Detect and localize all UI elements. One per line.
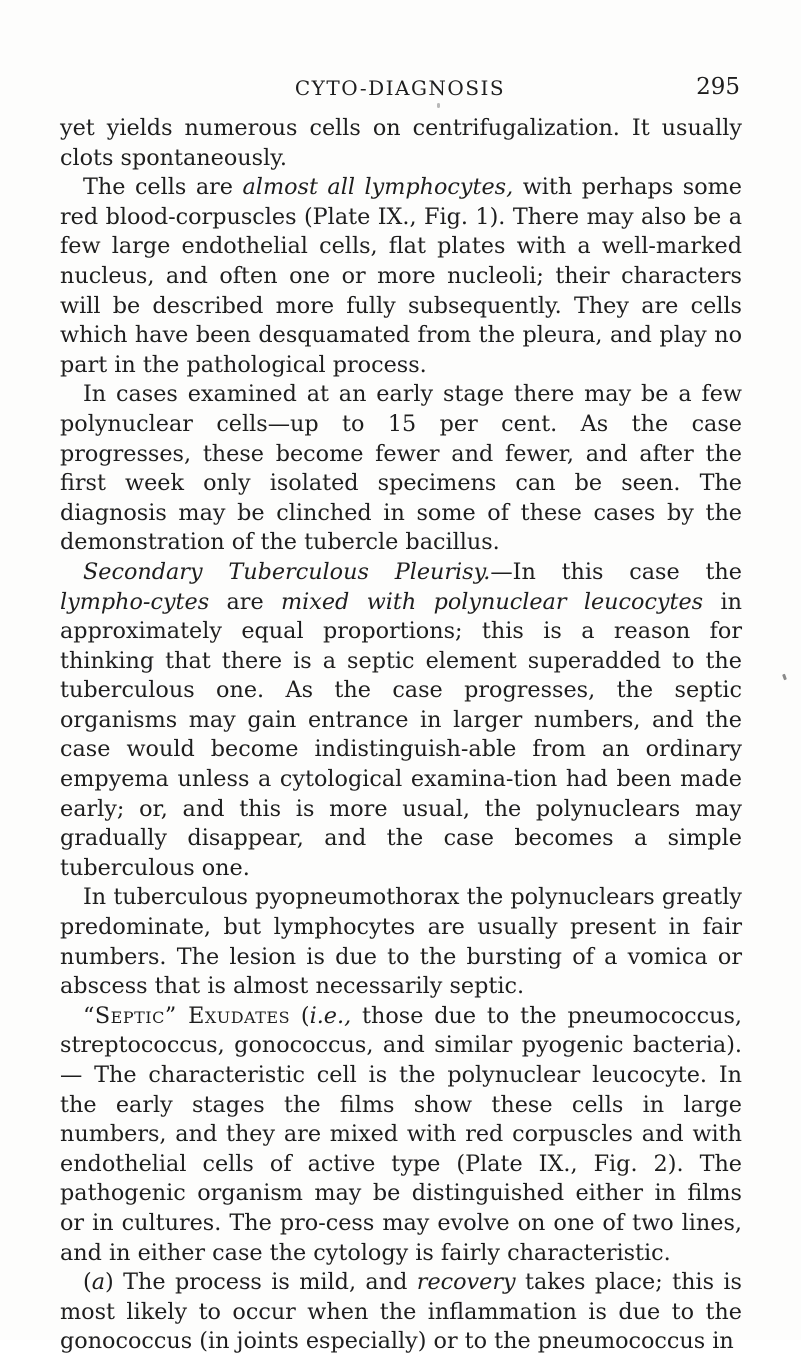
text-run: —In this case the <box>490 558 742 585</box>
running-header <box>60 72 740 108</box>
text-run: yet yields numerous cells on centrifugalization. It usually clots spontaneously. <box>60 115 742 171</box>
text-run: ( <box>83 1269 92 1296</box>
italic-text: i.e., <box>309 1002 352 1029</box>
margin-mark <box>782 674 787 681</box>
text-run: In cases examined at an early stage there may be a few polynuclear cells—up to 15 per cent. As the case progresses, these become fewer and fewer, and after the first week only isolated specimens can be seen. The diagnosis may be clinched in some of these cases by the demonstration of the tubercle bacillus. <box>60 381 742 556</box>
paragraph <box>60 883 742 1001</box>
text-run: The cells are <box>83 174 243 201</box>
text-run: takes place; this is most likely to occur when the inflammation is due to the gonococcus (in joints especially) or to the pneumococcus in <box>60 1269 742 1355</box>
text-run: ) The process is mild, and <box>105 1269 417 1296</box>
italic-text: lympho-cytes <box>60 588 210 615</box>
paragraph <box>60 1268 742 1357</box>
paragraph <box>60 1002 742 1268</box>
section-heading: “Septic” Exudates <box>83 1002 291 1029</box>
text-run: those due to the pneumococcus, streptococcus, gonococcus, and similar pyogenic bacteria).— The characteristic cell is the polynuclear leucocyte. In the early stages the films show these cells in large numbers, and they are mixed with red corpuscles and with endothelial cells of active type (Plate IX., Fig. 2). The pathogenic organism may be distinguished either in films or in cultures. The pro-cess may evolve on one of two lines, and in either case the cytology is fairly characteristic. <box>60 1002 742 1266</box>
page-number: 295 <box>696 74 740 100</box>
italic-text: mixed with polynuclear leucocytes <box>281 588 704 615</box>
text-run: with perhaps some red blood-corpuscles (Plate IX., Fig. 1). There may also be a few large endothelial cells, flat plates with a well-marked nucleus, and often one or more nucleoli; their characters will be described more fully subsequently. They are cells which have been desquamated from the pleura, and play no part in the pathological process. <box>60 174 742 378</box>
body-text <box>60 114 742 1357</box>
paragraph <box>60 558 742 884</box>
italic-text: recovery <box>416 1269 516 1296</box>
paragraph <box>60 173 742 380</box>
paragraph <box>60 380 742 558</box>
italic-text: Secondary Tuberculous Pleurisy. <box>83 558 491 585</box>
text-run: are <box>209 588 282 615</box>
text-run: In tuberculous pyopneumothorax the polynuclears greatly predominate, but lymphocytes are usually present in fair numbers. The lesion is due to the bursting of a vomica or abscess that is almost necessarily septic. <box>60 884 742 1000</box>
italic-text: a <box>91 1269 105 1296</box>
text-run: in approximately equal proportions; this is a reason for thinking that there is a septic element superadded to the tuberculous one. As the case progresses, the septic organisms may gain entrance in larger numbers, and the case would become indistinguish-able from an ordinary empyema unless a cytological examina-tion had been made early; or, and this is more usual, the polynuclears may gradually disappear, and the case becomes a simple tuberculous one. <box>60 588 742 881</box>
paragraph <box>60 114 742 173</box>
running-title: CYTO-DIAGNOSIS <box>294 76 506 100</box>
text-run: ( <box>290 1002 310 1029</box>
italic-text: almost all lymphocytes, <box>242 174 514 201</box>
